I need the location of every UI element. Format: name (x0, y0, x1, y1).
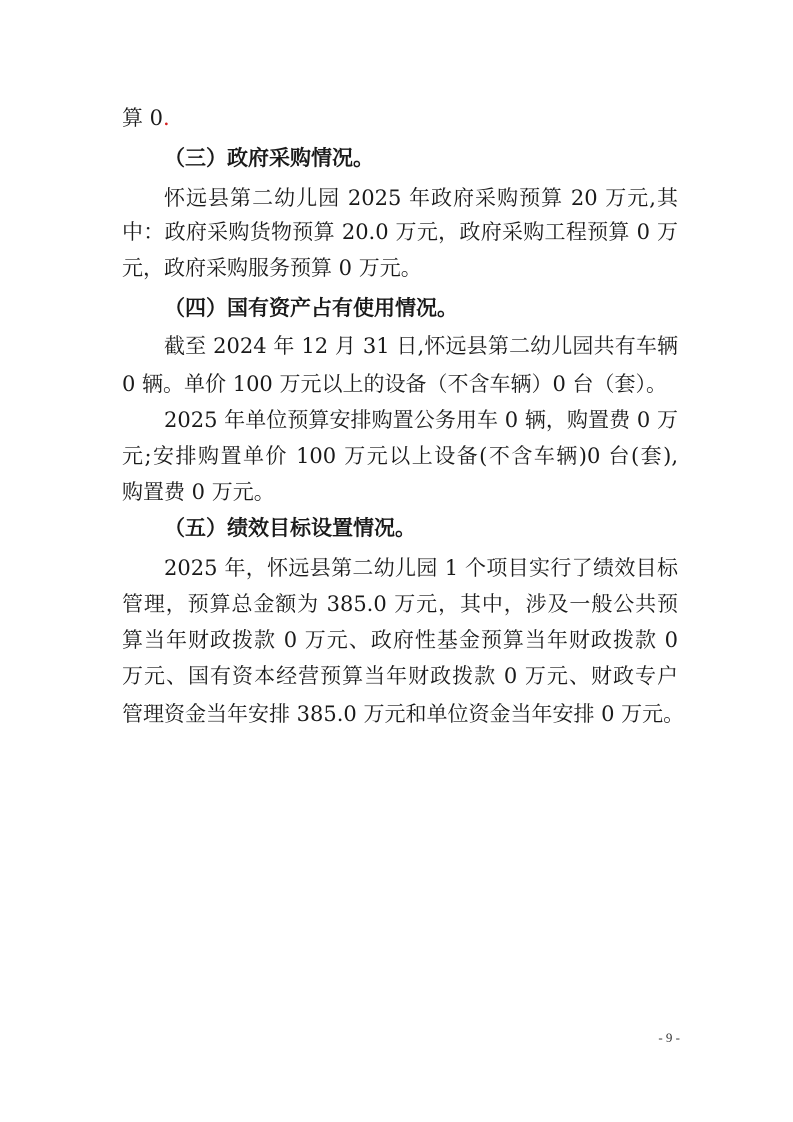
paragraph-line: 2025 年，怀远县第二幼儿园 1 个项目实行了绩效目标 (164, 556, 678, 580)
paragraph-line: 2025 年单位预算安排购置公务用车 0 辆，购置费 0 万 (164, 408, 678, 432)
paragraph-line: 0 辆。单价 100 万元以上的设备（不含车辆）0 台（套）。 (122, 372, 668, 396)
paragraph-text: 算 0 (122, 106, 164, 130)
paragraph-line: 万元、国有资本经营预算当年财政拨款 0 万元、财政专户 (122, 664, 678, 688)
paragraph-line: 怀远县第二幼儿园 2025 年政府采购预算 20 万元,其 (164, 186, 678, 210)
period-mark: . (163, 106, 170, 130)
paragraph-line: 元;安排购置单价 100 万元以上设备(不含车辆)0 台(套), (122, 444, 678, 468)
paragraph-line: 管理资金当年安排 385.0 万元和单位资金当年安排 0 万元。 (122, 702, 685, 726)
paragraph-line: 购置费 0 万元。 (122, 480, 275, 504)
paragraph-line: 管理，预算总金额为 385.0 万元，其中，涉及一般公共预 (122, 592, 678, 616)
paragraph-line: 元，政府采购服务预算 0 万元。 (122, 256, 422, 280)
section-heading-5: （五）绩效目标设置情况。 (164, 516, 416, 540)
paragraph-line: 算当年财政拨款 0 万元、政府性基金预算当年财政拨款 0 (122, 628, 678, 652)
page-number: - 9 - (658, 1030, 680, 1045)
section-heading-4: （四）国有资产占有使用情况。 (164, 296, 458, 320)
paragraph-line: 中：政府采购货物预算 20.0 万元，政府采购工程预算 0 万 (122, 220, 678, 244)
paragraph-line (122, 98, 678, 138)
section-heading-3: （三）政府采购情况。 (164, 146, 374, 170)
paragraph-line: 截至 2024 年 12 月 31 日,怀远县第二幼儿园共有车辆 (164, 334, 678, 358)
